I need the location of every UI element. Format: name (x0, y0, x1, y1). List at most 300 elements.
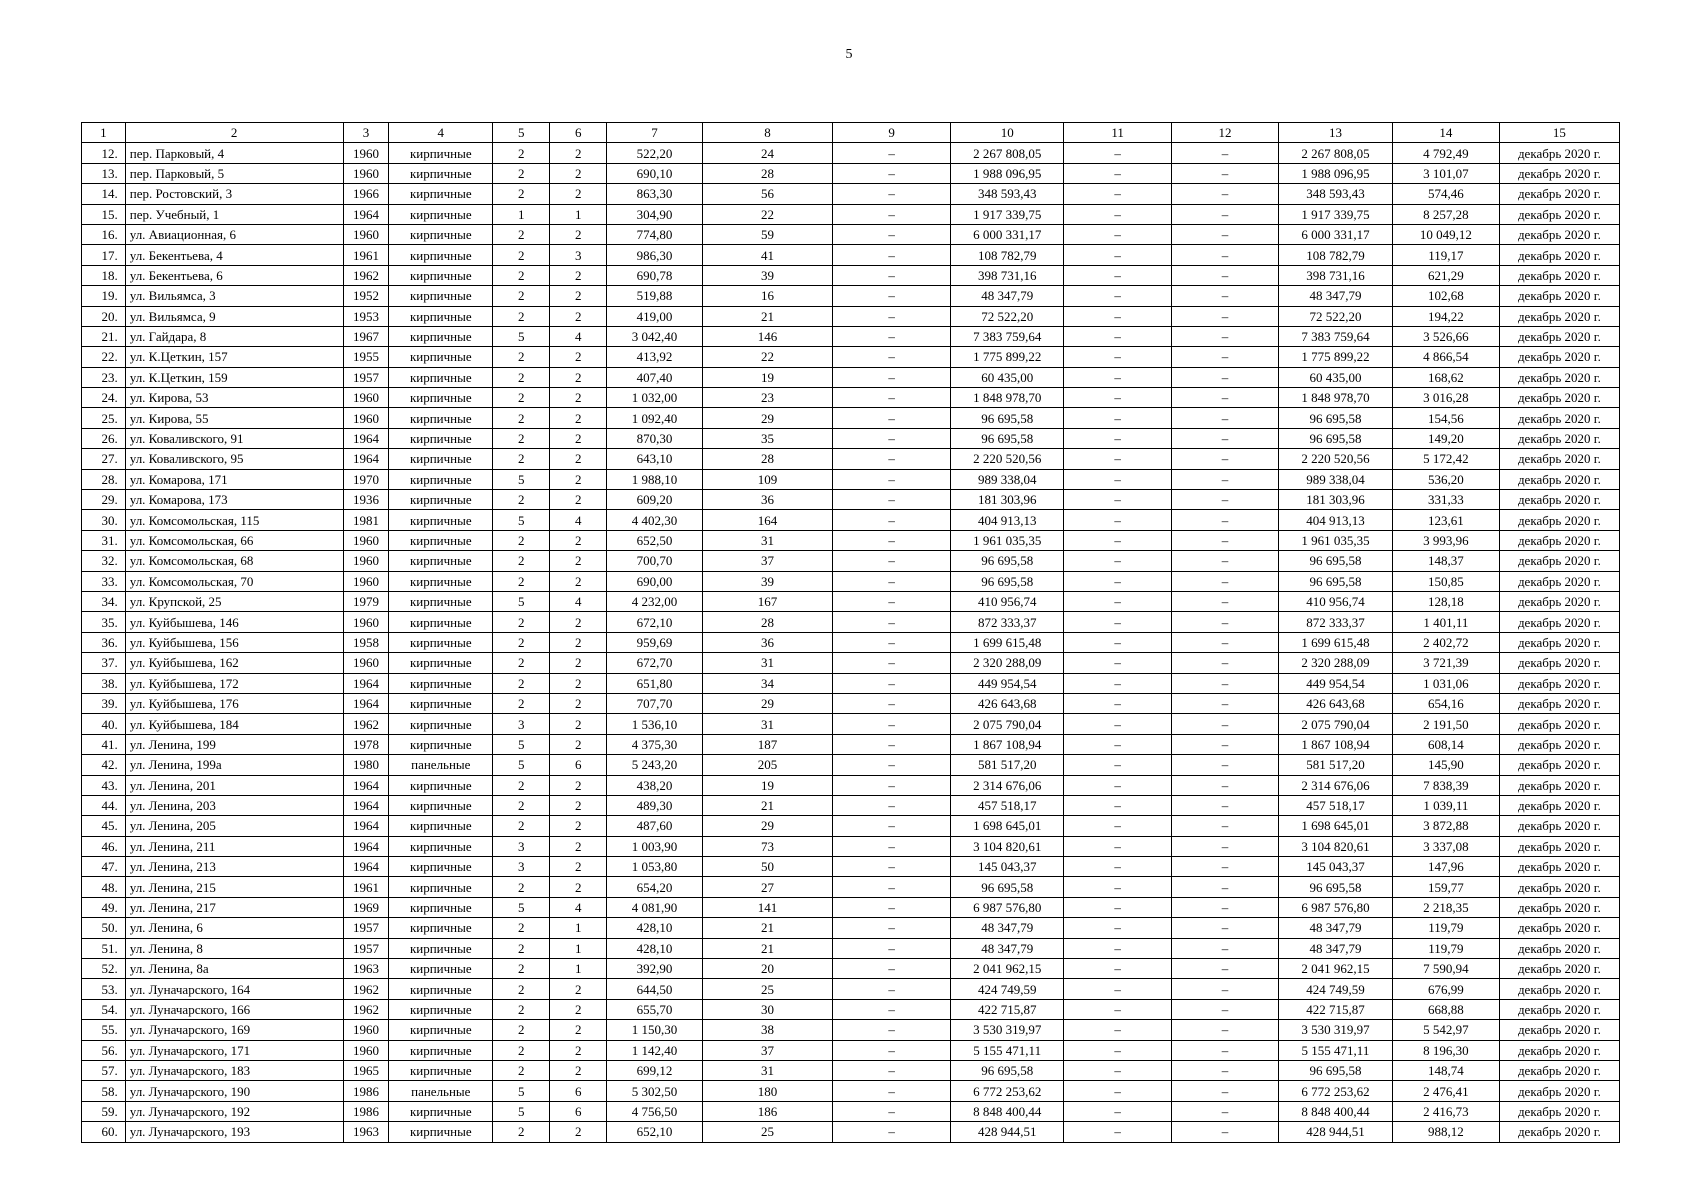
deadline-cell: декабрь 2020 г. (1499, 306, 1619, 326)
col14-cell: 668,88 (1392, 999, 1499, 1019)
year-cell: 1960 (343, 530, 389, 550)
table-row (82, 632, 1620, 652)
col10-cell: 1 961 035,35 (951, 530, 1064, 550)
col12-cell: – (1172, 204, 1279, 224)
table-row (82, 999, 1620, 1019)
address-cell: пер. Парковый, 5 (125, 163, 343, 183)
wall-material-cell: кирпичные (389, 184, 493, 204)
column-header: 2 (125, 123, 343, 143)
col10-cell: 96 695,58 (951, 1060, 1064, 1080)
area-cell: 690,00 (607, 571, 703, 591)
year-cell: 1966 (343, 184, 389, 204)
table-row (82, 469, 1620, 489)
col12-cell: – (1172, 490, 1279, 510)
area-cell: 522,20 (607, 143, 703, 163)
col14-cell: 621,29 (1392, 265, 1499, 285)
residents-cell: 24 (702, 143, 832, 163)
floors-cell: 2 (493, 938, 550, 958)
row-number-cell: 54. (82, 999, 126, 1019)
year-cell: 1953 (343, 306, 389, 326)
col14-cell: 8 196,30 (1392, 1040, 1499, 1060)
entrances-cell: 2 (550, 1122, 607, 1142)
table-row (82, 755, 1620, 775)
row-number-cell: 38. (82, 673, 126, 693)
col13-cell: 2 267 808,05 (1278, 143, 1392, 163)
deadline-cell: декабрь 2020 г. (1499, 979, 1619, 999)
area-cell: 3 042,40 (607, 326, 703, 346)
col14-cell: 7 590,94 (1392, 959, 1499, 979)
entrances-cell: 2 (550, 999, 607, 1019)
col10-cell: 398 731,16 (951, 265, 1064, 285)
col9-cell: – (833, 755, 951, 775)
wall-material-cell: кирпичные (389, 857, 493, 877)
year-cell: 1957 (343, 367, 389, 387)
year-cell: 1967 (343, 326, 389, 346)
col12-cell: – (1172, 245, 1279, 265)
col10-cell: 1 698 645,01 (951, 816, 1064, 836)
col10-cell: 2 314 676,06 (951, 775, 1064, 795)
col13-cell: 404 913,13 (1278, 510, 1392, 530)
col9-cell: – (833, 938, 951, 958)
col9-cell: – (833, 428, 951, 448)
col10-cell: 48 347,79 (951, 286, 1064, 306)
col10-cell: 7 383 759,64 (951, 326, 1064, 346)
wall-material-cell: кирпичные (389, 367, 493, 387)
table-row (82, 1060, 1620, 1080)
deadline-cell: декабрь 2020 г. (1499, 591, 1619, 611)
wall-material-cell: панельные (389, 1081, 493, 1101)
col14-cell: 145,90 (1392, 755, 1499, 775)
table-row (82, 612, 1620, 632)
year-cell: 1957 (343, 938, 389, 958)
entrances-cell: 4 (550, 591, 607, 611)
deadline-cell: декабрь 2020 г. (1499, 673, 1619, 693)
column-header: 8 (702, 123, 832, 143)
col12-cell: – (1172, 653, 1279, 673)
wall-material-cell: кирпичные (389, 510, 493, 530)
floors-cell: 5 (493, 1081, 550, 1101)
col14-cell: 654,16 (1392, 693, 1499, 713)
residents-cell: 73 (702, 836, 832, 856)
entrances-cell: 2 (550, 734, 607, 754)
col12-cell: – (1172, 510, 1279, 530)
col11-cell: – (1064, 1060, 1172, 1080)
floors-cell: 2 (493, 959, 550, 979)
col9-cell: – (833, 1040, 951, 1060)
col9-cell: – (833, 999, 951, 1019)
area-cell: 654,20 (607, 877, 703, 897)
residents-cell: 141 (702, 897, 832, 917)
floors-cell: 5 (493, 510, 550, 530)
col11-cell: – (1064, 591, 1172, 611)
col12-cell: – (1172, 959, 1279, 979)
col13-cell: 426 643,68 (1278, 693, 1392, 713)
table-row (82, 510, 1620, 530)
year-cell: 1958 (343, 632, 389, 652)
address-cell: ул. Куйбышева, 146 (125, 612, 343, 632)
col13-cell: 1 698 645,01 (1278, 816, 1392, 836)
table-row (82, 673, 1620, 693)
residents-cell: 41 (702, 245, 832, 265)
col12-cell: – (1172, 347, 1279, 367)
deadline-cell: декабрь 2020 г. (1499, 510, 1619, 530)
col12-cell: – (1172, 571, 1279, 591)
col11-cell: – (1064, 1081, 1172, 1101)
column-header: 1 (82, 123, 126, 143)
col13-cell: 96 695,58 (1278, 428, 1392, 448)
col13-cell: 3 530 319,97 (1278, 1020, 1392, 1040)
wall-material-cell: кирпичные (389, 1101, 493, 1121)
address-cell: ул. Куйбышева, 184 (125, 714, 343, 734)
row-number-cell: 49. (82, 897, 126, 917)
deadline-cell: декабрь 2020 г. (1499, 1122, 1619, 1142)
address-cell: ул. Ленина, 201 (125, 775, 343, 795)
year-cell: 1965 (343, 1060, 389, 1080)
col14-cell: 2 218,35 (1392, 897, 1499, 917)
col12-cell: – (1172, 265, 1279, 285)
col10-cell: 48 347,79 (951, 918, 1064, 938)
col10-cell: 2 267 808,05 (951, 143, 1064, 163)
area-cell: 609,20 (607, 490, 703, 510)
row-number-cell: 56. (82, 1040, 126, 1060)
table-row (82, 449, 1620, 469)
wall-material-cell: кирпичные (389, 469, 493, 489)
row-number-cell: 32. (82, 551, 126, 571)
residents-cell: 29 (702, 693, 832, 713)
area-cell: 1 536,10 (607, 714, 703, 734)
col13-cell: 145 043,37 (1278, 857, 1392, 877)
wall-material-cell: кирпичные (389, 265, 493, 285)
col10-cell: 181 303,96 (951, 490, 1064, 510)
year-cell: 1962 (343, 265, 389, 285)
col10-cell: 6 000 331,17 (951, 224, 1064, 244)
floors-cell: 2 (493, 428, 550, 448)
entrances-cell: 2 (550, 388, 607, 408)
col14-cell: 10 049,12 (1392, 224, 1499, 244)
column-header: 15 (1499, 123, 1619, 143)
residents-cell: 146 (702, 326, 832, 346)
row-number-cell: 45. (82, 816, 126, 836)
col14-cell: 1 031,06 (1392, 673, 1499, 693)
col9-cell: – (833, 530, 951, 550)
col12-cell: – (1172, 816, 1279, 836)
area-cell: 672,70 (607, 653, 703, 673)
deadline-cell: декабрь 2020 г. (1499, 1020, 1619, 1040)
floors-cell: 2 (493, 999, 550, 1019)
col14-cell: 119,79 (1392, 938, 1499, 958)
residents-cell: 167 (702, 591, 832, 611)
entrances-cell: 4 (550, 510, 607, 530)
col14-cell: 119,17 (1392, 245, 1499, 265)
col12-cell: – (1172, 1040, 1279, 1060)
area-cell: 1 142,40 (607, 1040, 703, 1060)
table-row (82, 857, 1620, 877)
col11-cell: – (1064, 999, 1172, 1019)
floors-cell: 2 (493, 632, 550, 652)
col9-cell: – (833, 551, 951, 571)
col12-cell: – (1172, 184, 1279, 204)
address-cell: ул. Луначарского, 190 (125, 1081, 343, 1101)
col10-cell: 1 917 339,75 (951, 204, 1064, 224)
col12-cell: – (1172, 286, 1279, 306)
entrances-cell: 4 (550, 326, 607, 346)
wall-material-cell: кирпичные (389, 449, 493, 469)
col9-cell: – (833, 1101, 951, 1121)
col11-cell: – (1064, 897, 1172, 917)
area-cell: 707,70 (607, 693, 703, 713)
col11-cell: – (1064, 469, 1172, 489)
col14-cell: 3 993,96 (1392, 530, 1499, 550)
residents-cell: 28 (702, 449, 832, 469)
wall-material-cell: кирпичные (389, 673, 493, 693)
entrances-cell: 2 (550, 816, 607, 836)
deadline-cell: декабрь 2020 г. (1499, 755, 1619, 775)
year-cell: 1960 (343, 1020, 389, 1040)
row-number-cell: 46. (82, 836, 126, 856)
deadline-cell: декабрь 2020 г. (1499, 653, 1619, 673)
residents-cell: 29 (702, 816, 832, 836)
wall-material-cell: кирпичные (389, 1040, 493, 1060)
col11-cell: – (1064, 632, 1172, 652)
col11-cell: – (1064, 877, 1172, 897)
year-cell: 1962 (343, 999, 389, 1019)
wall-material-cell: кирпичные (389, 693, 493, 713)
col12-cell: – (1172, 897, 1279, 917)
col14-cell: 3 101,07 (1392, 163, 1499, 183)
table-row (82, 388, 1620, 408)
floors-cell: 5 (493, 755, 550, 775)
year-cell: 1957 (343, 918, 389, 938)
entrances-cell: 2 (550, 286, 607, 306)
col12-cell: – (1172, 693, 1279, 713)
wall-material-cell: кирпичные (389, 551, 493, 571)
col9-cell: – (833, 265, 951, 285)
entrances-cell: 2 (550, 143, 607, 163)
col13-cell: 422 715,87 (1278, 999, 1392, 1019)
col10-cell: 5 155 471,11 (951, 1040, 1064, 1060)
wall-material-cell: кирпичные (389, 897, 493, 917)
address-cell: пер. Парковый, 4 (125, 143, 343, 163)
entrances-cell: 2 (550, 530, 607, 550)
deadline-cell: декабрь 2020 г. (1499, 918, 1619, 938)
address-cell: ул. Луначарского, 171 (125, 1040, 343, 1060)
floors-cell: 2 (493, 918, 550, 938)
col10-cell: 96 695,58 (951, 428, 1064, 448)
wall-material-cell: кирпичные (389, 775, 493, 795)
col14-cell: 2 416,73 (1392, 1101, 1499, 1121)
deadline-cell: декабрь 2020 г. (1499, 816, 1619, 836)
entrances-cell: 2 (550, 693, 607, 713)
deadline-cell: декабрь 2020 г. (1499, 143, 1619, 163)
col11-cell: – (1064, 163, 1172, 183)
row-number-cell: 36. (82, 632, 126, 652)
col13-cell: 60 435,00 (1278, 367, 1392, 387)
col9-cell: – (833, 224, 951, 244)
address-cell: ул. Ленина, 6 (125, 918, 343, 938)
col14-cell: 123,61 (1392, 510, 1499, 530)
floors-cell: 3 (493, 714, 550, 734)
floors-cell: 2 (493, 143, 550, 163)
col13-cell: 989 338,04 (1278, 469, 1392, 489)
floors-cell: 2 (493, 877, 550, 897)
wall-material-cell: кирпичные (389, 1122, 493, 1142)
col12-cell: – (1172, 469, 1279, 489)
area-cell: 1 032,00 (607, 388, 703, 408)
area-cell: 4 402,30 (607, 510, 703, 530)
table-row (82, 1101, 1620, 1121)
wall-material-cell: кирпичные (389, 326, 493, 346)
col11-cell: – (1064, 204, 1172, 224)
entrances-cell: 2 (550, 775, 607, 795)
table-row (82, 245, 1620, 265)
deadline-cell: декабрь 2020 г. (1499, 734, 1619, 754)
col12-cell: – (1172, 367, 1279, 387)
deadline-cell: декабрь 2020 г. (1499, 571, 1619, 591)
row-number-cell: 42. (82, 755, 126, 775)
area-cell: 1 092,40 (607, 408, 703, 428)
col13-cell: 1 699 615,48 (1278, 632, 1392, 652)
col12-cell: – (1172, 836, 1279, 856)
col13-cell: 108 782,79 (1278, 245, 1392, 265)
year-cell: 1964 (343, 836, 389, 856)
year-cell: 1960 (343, 1040, 389, 1060)
row-number-cell: 34. (82, 591, 126, 611)
wall-material-cell: кирпичные (389, 816, 493, 836)
wall-material-cell: кирпичные (389, 612, 493, 632)
area-cell: 643,10 (607, 449, 703, 469)
col10-cell: 872 333,37 (951, 612, 1064, 632)
area-cell: 700,70 (607, 551, 703, 571)
col14-cell: 2 476,41 (1392, 1081, 1499, 1101)
column-header: 12 (1172, 123, 1279, 143)
row-number-cell: 51. (82, 938, 126, 958)
row-number-cell: 60. (82, 1122, 126, 1142)
housing-registry-table (81, 122, 1620, 1143)
col9-cell: – (833, 591, 951, 611)
deadline-cell: декабрь 2020 г. (1499, 836, 1619, 856)
col13-cell: 2 314 676,06 (1278, 775, 1392, 795)
deadline-cell: декабрь 2020 г. (1499, 877, 1619, 897)
col14-cell: 194,22 (1392, 306, 1499, 326)
col14-cell: 3 872,88 (1392, 816, 1499, 836)
col14-cell: 988,12 (1392, 1122, 1499, 1142)
col11-cell: – (1064, 326, 1172, 346)
col10-cell: 96 695,58 (951, 877, 1064, 897)
col14-cell: 331,33 (1392, 490, 1499, 510)
wall-material-cell: кирпичные (389, 979, 493, 999)
col9-cell: – (833, 734, 951, 754)
col9-cell: – (833, 408, 951, 428)
col9-cell: – (833, 612, 951, 632)
entrances-cell: 2 (550, 347, 607, 367)
residents-cell: 22 (702, 204, 832, 224)
col11-cell: – (1064, 918, 1172, 938)
residents-cell: 16 (702, 286, 832, 306)
deadline-cell: декабрь 2020 г. (1499, 795, 1619, 815)
area-cell: 959,69 (607, 632, 703, 652)
year-cell: 1963 (343, 1122, 389, 1142)
address-cell: ул. Бекентьева, 6 (125, 265, 343, 285)
entrances-cell: 2 (550, 857, 607, 877)
wall-material-cell: кирпичные (389, 591, 493, 611)
col9-cell: – (833, 184, 951, 204)
row-number-cell: 15. (82, 204, 126, 224)
address-cell: ул. Ленина, 8 (125, 938, 343, 958)
col10-cell: 457 518,17 (951, 795, 1064, 815)
entrances-cell: 2 (550, 836, 607, 856)
col12-cell: – (1172, 408, 1279, 428)
address-cell: ул. Ленина, 199а (125, 755, 343, 775)
entrances-cell: 1 (550, 918, 607, 938)
floors-cell: 2 (493, 224, 550, 244)
col12-cell: – (1172, 714, 1279, 734)
residents-cell: 27 (702, 877, 832, 897)
col9-cell: – (833, 347, 951, 367)
col9-cell: – (833, 367, 951, 387)
entrances-cell: 2 (550, 571, 607, 591)
col10-cell: 1 867 108,94 (951, 734, 1064, 754)
address-cell: ул. Комсомольская, 70 (125, 571, 343, 591)
year-cell: 1963 (343, 959, 389, 979)
wall-material-cell: кирпичные (389, 224, 493, 244)
year-cell: 1961 (343, 245, 389, 265)
table-row (82, 347, 1620, 367)
col9-cell: – (833, 775, 951, 795)
col10-cell: 2 220 520,56 (951, 449, 1064, 469)
table-row (82, 551, 1620, 571)
col11-cell: – (1064, 693, 1172, 713)
floors-cell: 2 (493, 245, 550, 265)
col10-cell: 410 956,74 (951, 591, 1064, 611)
year-cell: 1980 (343, 755, 389, 775)
residents-cell: 34 (702, 673, 832, 693)
entrances-cell: 2 (550, 408, 607, 428)
area-cell: 487,60 (607, 816, 703, 836)
deadline-cell: декабрь 2020 г. (1499, 693, 1619, 713)
area-cell: 4 081,90 (607, 897, 703, 917)
address-cell: пер. Учебный, 1 (125, 204, 343, 224)
year-cell: 1936 (343, 490, 389, 510)
address-cell: ул. Луначарского, 169 (125, 1020, 343, 1040)
col12-cell: – (1172, 1060, 1279, 1080)
col11-cell: – (1064, 184, 1172, 204)
area-cell: 413,92 (607, 347, 703, 367)
floors-cell: 2 (493, 612, 550, 632)
wall-material-cell: кирпичные (389, 347, 493, 367)
row-number-cell: 26. (82, 428, 126, 448)
col9-cell: – (833, 877, 951, 897)
col10-cell: 96 695,58 (951, 571, 1064, 591)
col11-cell: – (1064, 673, 1172, 693)
address-cell: ул. Кирова, 53 (125, 388, 343, 408)
col11-cell: – (1064, 490, 1172, 510)
col13-cell: 398 731,16 (1278, 265, 1392, 285)
col13-cell: 72 522,20 (1278, 306, 1392, 326)
floors-cell: 2 (493, 286, 550, 306)
floors-cell: 2 (493, 347, 550, 367)
table-row (82, 286, 1620, 306)
residents-cell: 22 (702, 347, 832, 367)
address-cell: ул. Куйбышева, 172 (125, 673, 343, 693)
col13-cell: 96 695,58 (1278, 877, 1392, 897)
deadline-cell: декабрь 2020 г. (1499, 367, 1619, 387)
deadline-cell: декабрь 2020 г. (1499, 999, 1619, 1019)
row-number-cell: 17. (82, 245, 126, 265)
col11-cell: – (1064, 306, 1172, 326)
area-cell: 652,10 (607, 1122, 703, 1142)
year-cell: 1969 (343, 897, 389, 917)
col14-cell: 536,20 (1392, 469, 1499, 489)
